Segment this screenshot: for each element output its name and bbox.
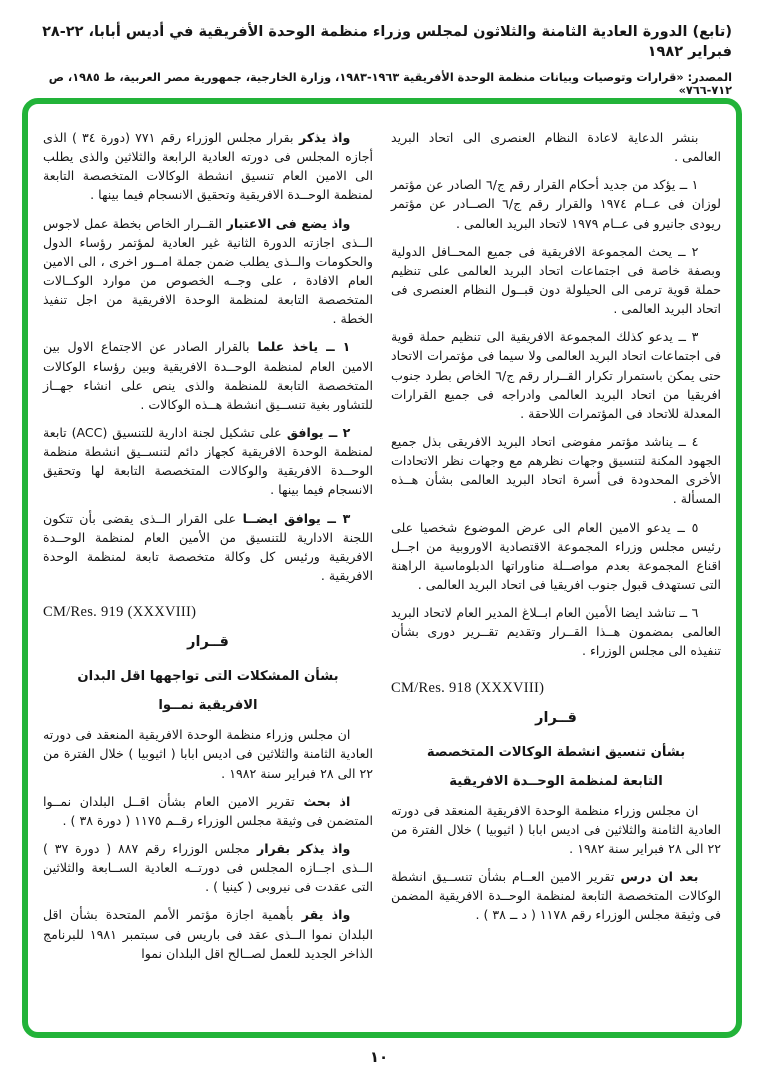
page-number: ١٠ bbox=[369, 1048, 389, 1066]
lead-word: واذ يذكر بقرار bbox=[249, 840, 351, 856]
resolution-subtitle: بشأن تنسيق انشطة الوكالات المتخصصة bbox=[426, 744, 686, 760]
paragraph: ٥ ــ يدعو الامين العام الى عرض الموضوع شخصيا على رئيس مجلس وزراء المجموعة الاقتصادية الاوروبية من اجــل اقناع المجموعة بعدم مواصــلة مناوراتها الدبلوماسية الراهنة التى تستهدف قبول جنوب افريقيا فى اتحاد البريد العالمى . bbox=[391, 519, 721, 592]
two-column-body bbox=[28, 104, 736, 1032]
lead-word: بعد ان درس bbox=[614, 869, 699, 885]
paragraph: ٤ ــ يناشد مؤتمر مفوضى اتحاد البريد الافريقى بذل جميع الجهود المكنة لتنسيق وجهات نظرهم مع وجهات نظر الاتحادات الأخرى المحدودة فى أسرة اتحاد البريد العالمى بشأن هــذه المسألة . bbox=[391, 433, 721, 507]
paragraph: واذ يضع فى الاعتبار القــرار الخاص بخطة عمل لاجوس الــذى اجازته الدورة الثانية غير العادية لمؤتمر رؤساء الدول والحكومات والــذى يطلب ضمن جملة امــور اخرى ، الى الامين العام الافادة ، على وجــه الخصوص من موارد الوكــالات المتخصصة التابعة لمنظمة الوحدة الافريقية من اجل تنفيذ الخطة . bbox=[43, 215, 373, 327]
resolution-title: قــرار bbox=[535, 709, 577, 726]
lead-word: ٢ ــ يوافق bbox=[281, 424, 351, 440]
paragraph: واذ يذكر بقرار مجلس الوزراء رقم ٧٧١ (دورة ٣٤ ) الذى أجازه المجلس فى دورته العادية الرابعة والثلاثين والذى يطلب الى الامين العام تنسيق انشطة الوكالات المتخصصة التابعة لمنظمة الوحــدة الافريقية وتحقيق الانسجام فيما بينها . bbox=[43, 130, 373, 203]
paragraph: ان مجلس وزراء منظمة الوحدة الافريقية المنعقد فى دورته العادية الثامنة والثلاثين فى اديس ابابا ( اثيوبيا ) خلال الفترة من ٢٢ الى ٢٨ فبراير سنة ١٩٨٢ . bbox=[43, 727, 373, 781]
right-column bbox=[391, 128, 721, 1024]
resolution-title: قــرار bbox=[187, 634, 229, 651]
lead-word: واذ يذكر bbox=[293, 130, 351, 145]
paragraph: واذ يذكر بقرار مجلس الوزراء رقم ٨٨٧ ( دورة ٣٧ ) الــذى اجــازه المجلس فى دورتــه العادية الســابعة والثلاثين التى عقدت فى نيروبى ( كينيا ) . bbox=[43, 840, 373, 895]
paragraph: ١ ــ ياخذ علما بالقرار الصادر عن الاجتماع الاول بين الامين العام لمنظمة الوحــدة الافريقية وبين رؤساء الوكالات المتخصصة التابعة للمنظمة والذى ينص على انشاء جهــاز للتشاور بغية تنســيق انشطة هــذه الوكالات . bbox=[43, 339, 373, 412]
paragraph: ١ ــ يؤكد من جديد أحكام القرار رقم ج/٦ الصادر عن مؤتمر لوزان فى عــام ١٩٧٤ والقرار رقم ج/٦ الصــادر عن مؤتمر ريودى جانيرو فى عــام ١٩٧٩ لاتحاد البريد العالمى . bbox=[391, 177, 721, 231]
paragraph: ٣ ــ يدعو كذلك المجموعة الافريقية الى تنظيم حملة قوية فى اجتماعات اتحاد البريد العالمى ولا سيما فى مؤتمرات الاتحاد حتى يمكن باستمرار تكرار القــرار رقم ج/٦ الخاص بطرد جنوب افريقيا من اتحاد البريد العالمى وادراجه فى جميع القرارات المعدلة للاتحاد فى المؤتمرات اللاحقة . bbox=[391, 329, 721, 421]
green-frame bbox=[22, 98, 742, 1038]
lead-word: واذ يضع فى الاعتبار bbox=[221, 215, 351, 231]
document-header bbox=[0, 0, 758, 97]
paragraph: واذ يقر بأهمية اجازة مؤتمر الأمم المتحدة بشأن اقل البلدان نموا الــذى عقد فى باريس فى سبتمبر ١٩٨١ للبرنامج الذاخر الجديد للعمل لصــالح اقل البلدان نموا bbox=[43, 907, 373, 961]
paragraph: ان مجلس وزراء منظمة الوحدة الافريقية المنعقد فى دورته العادية الثامنة والثلاثين فى اديس ابابا ( اثيوبيا ) خلال الفترة من ٢٢ الى ٢٨ فبراير سنة ١٩٨٢ . bbox=[391, 802, 721, 856]
resolution-ref: CM/Res. 918 (XXXVIII) bbox=[391, 679, 545, 696]
paragraph: بعد ان درس تقرير الامين العــام بشأن تنســيق انشطة الوكالات المتخصصة التابعة لمنظمة الوحــدة الافريقية المضمن فى وثيقة مجلس الوزراء رقم ١١٧٨ ( د ــ ٣٨ ) . bbox=[391, 869, 721, 923]
resolution-subtitle: بشأن المشكلات التى تواجهها اقل البدان bbox=[77, 669, 339, 685]
paragraph: بنشر الدعاية لاعادة النظام العنصرى الى اتحاد البريد العالمى . bbox=[391, 130, 721, 165]
lead-word: واذ يقر bbox=[293, 907, 351, 923]
paragraph: ٢ ــ يحث المجموعة الافريقية فى جميع المحــافل الدولية وبصفة خاصة فى اجتماعات اتحاد البريد العالمى على تنظيم حملة قوية ترمى الى الحيلولة دون قبــول النظام العنصرى فى اتحاد البريد العالمى . bbox=[391, 243, 721, 317]
left-column bbox=[43, 128, 373, 1024]
lead-word: ١ ــ ياخذ علما bbox=[249, 339, 351, 355]
resolution-subtitle: الافريقية نمــوا bbox=[158, 698, 258, 714]
header-source-line: المصدر: «قرارات وتوصيات وبيانات منظمة الوحدة الأفريقية ١٩٦٣-١٩٨٣، وزارة الخارجية، جمهورية مصر العربية، ط ١٩٨٥، ص ٧١٢-٧٦٦» bbox=[48, 70, 732, 97]
paragraph: ٦ ــ تناشد ايضا الأمين العام ابــلاغ المدير العام لاتحاد البريد العالمى بمضمون هــذا القــرار وتقديم تقــرير دورى بشأن تنفيذه الى مجلس الوزراء . bbox=[391, 605, 721, 659]
lead-word: اذ بحث bbox=[294, 793, 351, 809]
paragraph: اذ بحث تقرير الامين العام بشأن اقــل البلدان نمــوا المتضمن فى وثيقة مجلس الوزراء رقــم ١١٧٥ ( دورة ٣٨ ) . bbox=[43, 793, 373, 828]
resolution-ref: CM/Res. 919 (XXXVIII) bbox=[43, 604, 197, 621]
paragraph: ٣ ــ يوافق ايضــا على القرار الــذى يقضى بأن تتكون اللجنة الادارية للتنسيق من الأمين العام لمنظمة الوحــدة الافريقية ورئيس كل وكالة متخصصة تابعة لمنظمة الوحدة الافريقية . bbox=[43, 510, 373, 583]
header-session-line: (تابع) الدورة العادية الثامنة والثلاثون لمجلس وزراء منظمة الوحدة الأفريقية في أديس أبابا، ٢٢-٢٨ فبراير ١٩٨٢ bbox=[42, 24, 732, 61]
paragraph: ٢ ــ يوافق على تشكيل لجنة ادارية للتنسيق (ACC) تابعة لمنظمة الوحدة الافريقية كجهاز دائم لتنســيق انشطة منظمة الوحــدة الافريقية والوكالات المتخصصة التابعة لها وتحقيق الانسجام فيما بينها . bbox=[43, 424, 373, 498]
resolution-subtitle: التابعة لمنظمة الوحــدة الافريقية bbox=[449, 773, 663, 789]
lead-word: ٣ ــ يوافق ايضــا bbox=[235, 510, 351, 526]
